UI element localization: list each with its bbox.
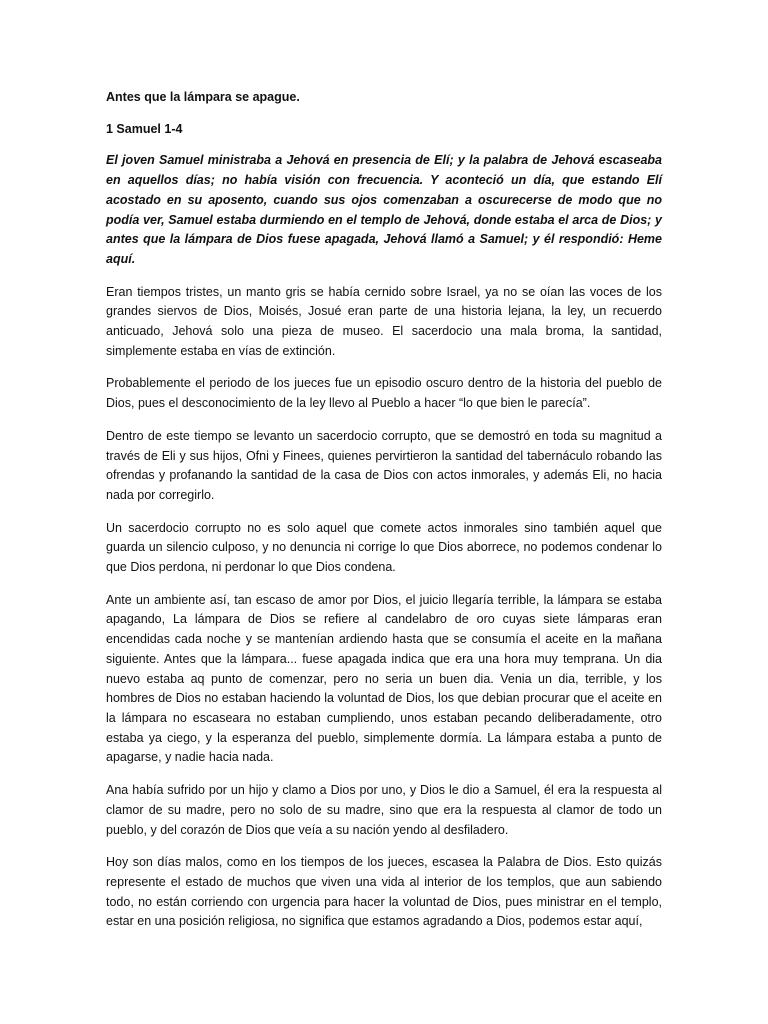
body-paragraph: Un sacerdocio corrupto no es solo aquel que comete actos inmorales sino también aquel que guarda un silencio culposo, y no denuncia ni corrige lo que Dios aborrece, no podemos condenar lo que Dios perdona, ni perdonar lo que Dios condena. xyxy=(106,520,662,575)
body-paragraph: Ante un ambiente así, tan escaso de amor por Dios, el juicio llegaría terrible, la lámpara se estaba apagando, La lámpara de Dios se refiere al candelabro de oro cuyas siete lámparas eran encendidas cada noche y se mantenían ardiendo hasta que se consumía el aceite en la mañana siguiente. Antes que la lámpara... fuese apagada indica que era una hora muy temprana. Un dia nuevo estaba aq punto de comenzar, pero no seria un buen dia. Venia un dia, terrible, y los hombres de Dios no estaban haciendo la voluntad de Dios, los que debian procurar que el aceite en la lámpara no escaseara no estaban cumpliendo, unos estaban pecando deliberadamente, otro estaba ya ciego, y la esperanza del pueblo, simplemente dormía. La lámpara estaba a punto de apagarse, y nadie hacia nada. xyxy=(106,592,662,765)
body-paragraph: Probablemente el periodo de los jueces fue un episodio oscuro dentro de la historia del pueblo de Dios, pues el desconocimiento de la ley llevo al Pueblo a hacer “lo que bien le parecía”. xyxy=(106,376,662,411)
body-paragraph: Ana había sufrido por un hijo y clamo a Dios por uno, y Dios le dio a Samuel, él era la respuesta al clamor de su madre, pero no solo de su madre, sino que era la respuesta al clamor de todo un pueblo, y del corazón de Dios que veía a su nación yendo al desfiladero. xyxy=(106,783,662,837)
document-title: Antes que la lámpara se apague. xyxy=(106,90,300,104)
body-paragraph: Dentro de este tiempo se levanto un sacerdocio corrupto, que se demostró en toda su magnitud a través de Eli y sus hijos, Ofni y Finees, quienes pervirtieron la santidad del tabernáculo robando las ofrendas y profanando la santidad de la casa de Dios con actos inmorales, y además Eli, no hacia nada por corregirlo. xyxy=(106,428,662,502)
scripture-reference: 1 Samuel 1-4 xyxy=(106,121,183,136)
body-paragraph: Hoy son días malos, como en los tiempos de los jueces, escasea la Palabra de Dios. Esto quizás represente el estado de muchos que viven una vida al interior de los templos, que aun sabiendo todo, no están corriendo con urgencia para hacer la voluntad de Dios, pues ministrar en el templo, estar en una posición religiosa, no significa que estamos agradando a Dios, podemos estar aquí, xyxy=(106,855,662,929)
body-paragraph: Eran tiempos tristes, un manto gris se había cernido sobre Israel, ya no se oían las voces de los grandes siervos de Dios, Moisés, Josué eran parte de una historia lejana, la ley, un recuerdo anticuado, Jehová solo una pieza de museo. El sacerdocio una mala broma, la santidad, simplemente estaba en vías de extinción. xyxy=(106,284,662,358)
scripture-quote: El joven Samuel ministraba a Jehová en presencia de Elí; y la palabra de Jehová escaseaba en aquellos días; no había visión con frecuencia. Y aconteció un día, que estando Elí acostado en su aposento, cuando sus ojos comenzaban a oscurecerse de modo que no podía ver, Samuel estaba durmiendo en el templo de Jehová, donde estaba el arca de Dios; y antes que la lámpara de Dios fuese apagada, Jehová llamó a Samuel; y él respondió: Heme aquí. xyxy=(106,153,662,266)
